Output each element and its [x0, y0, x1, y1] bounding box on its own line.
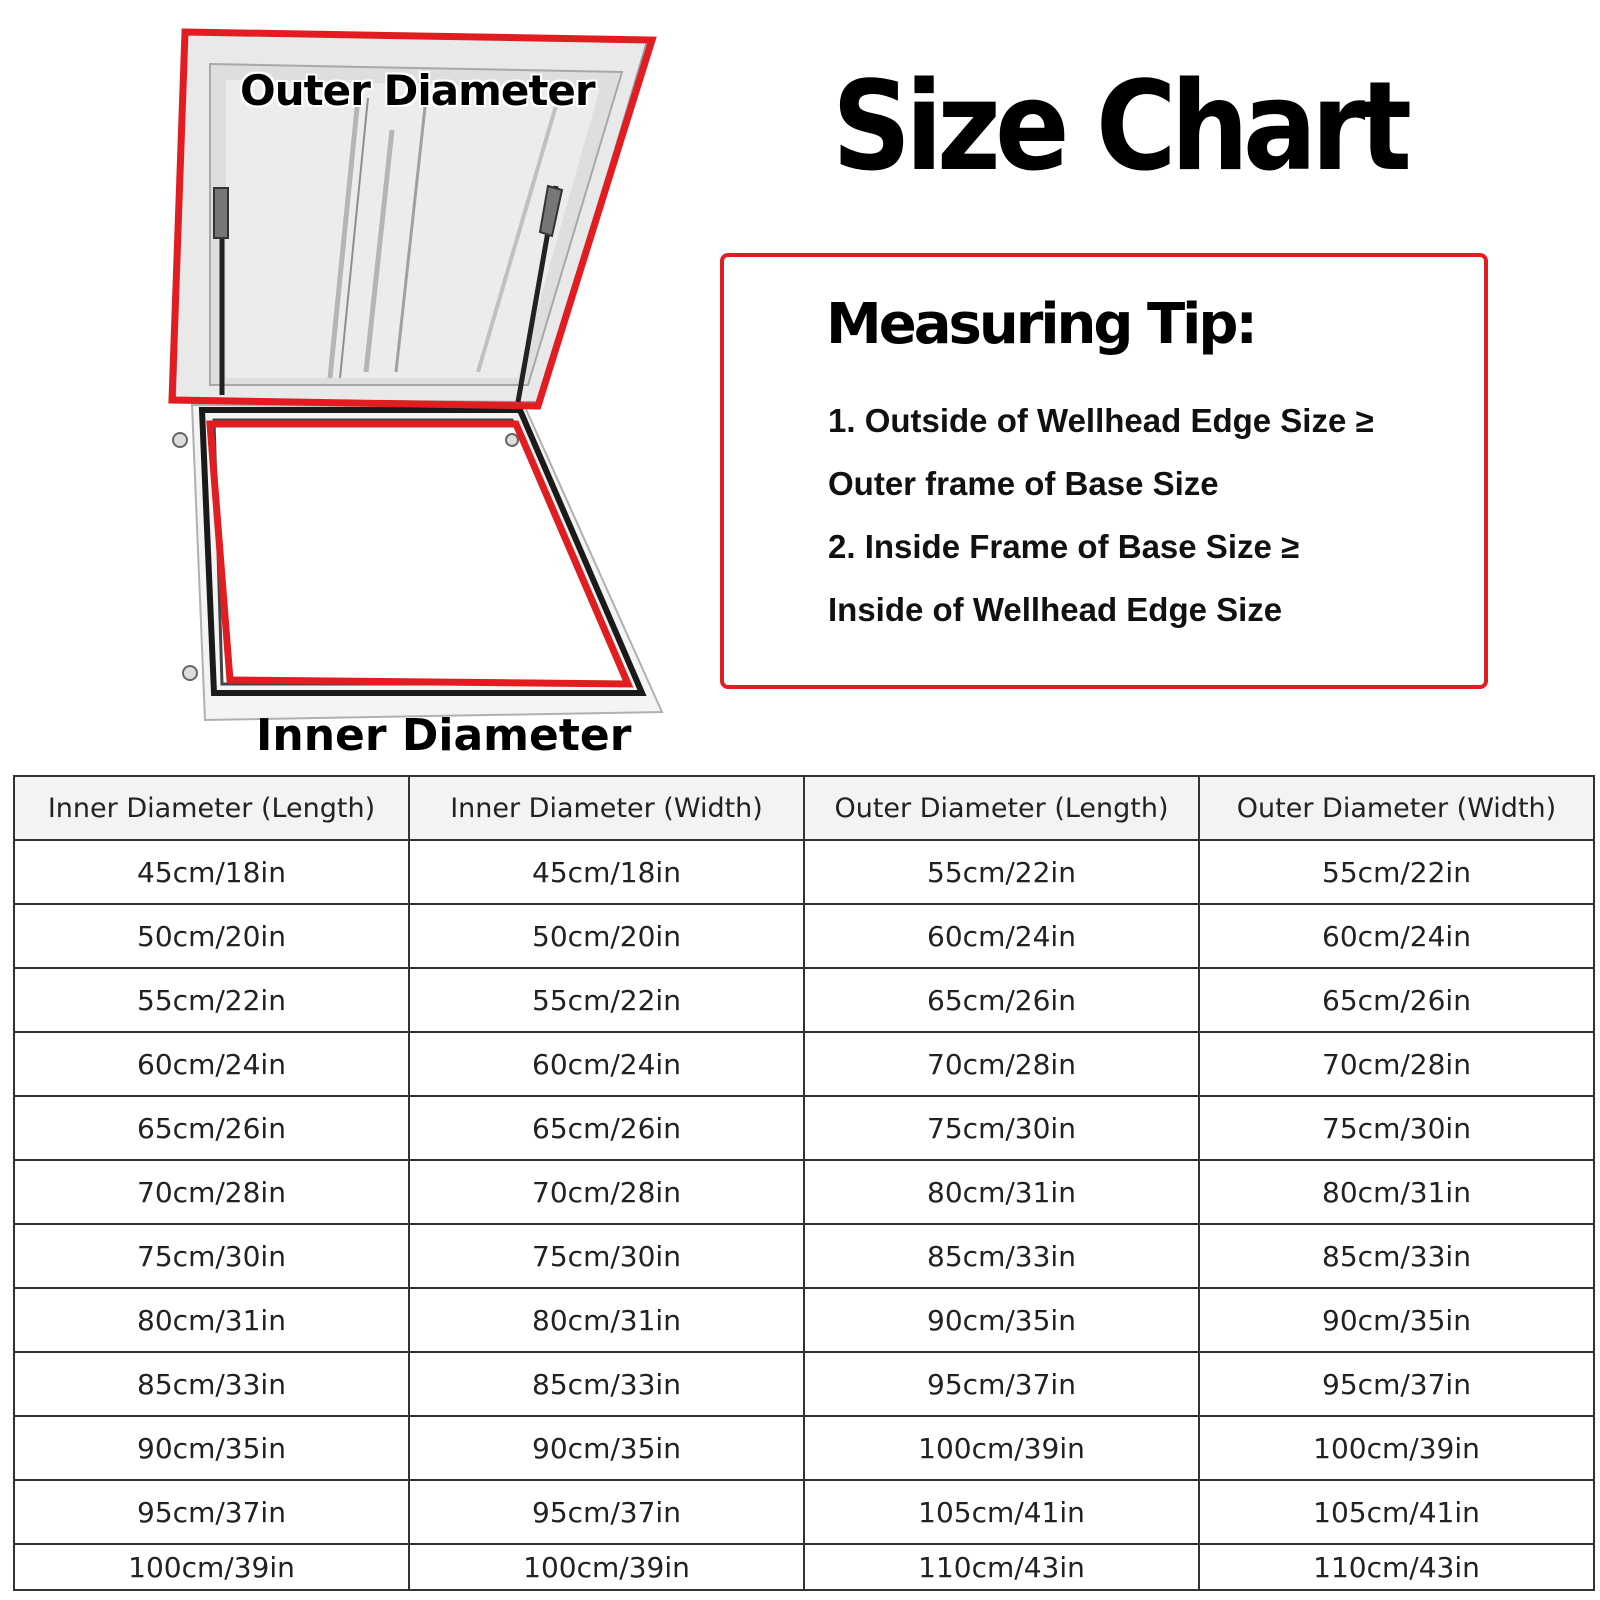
table-row	[14, 1224, 1594, 1288]
table-row	[14, 1032, 1594, 1096]
table-cell: 85cm/33in	[1199, 1224, 1594, 1288]
table-cell: 90cm/35in	[409, 1416, 804, 1480]
table-cell: 85cm/33in	[409, 1352, 804, 1416]
tip-line-1: 1. Outside of Wellhead Edge Size ≥	[828, 402, 1374, 439]
table-cell: 60cm/24in	[1199, 904, 1594, 968]
hatch-frame	[173, 405, 662, 720]
table-row	[14, 840, 1594, 904]
table-cell: 55cm/22in	[14, 968, 409, 1032]
table-cell: 60cm/24in	[409, 1032, 804, 1096]
size-table	[13, 775, 1595, 1591]
header-outer-length: Outer Diameter (Length)	[804, 776, 1199, 840]
table-cell: 90cm/35in	[14, 1416, 409, 1480]
table-cell: 95cm/37in	[804, 1352, 1199, 1416]
table-header-row	[14, 776, 1594, 840]
table-cell: 80cm/31in	[14, 1288, 409, 1352]
table-cell: 110cm/43in	[804, 1544, 1199, 1590]
table-cell: 70cm/28in	[409, 1160, 804, 1224]
table-cell: 70cm/28in	[14, 1160, 409, 1224]
table-cell: 65cm/26in	[804, 968, 1199, 1032]
table-cell: 90cm/35in	[1199, 1288, 1594, 1352]
measuring-tip-heading: Measuring Tip:	[826, 292, 1255, 357]
page-title: Size Chart	[832, 55, 1406, 199]
table-row	[14, 1416, 1594, 1480]
header-inner-width: Inner Diameter (Width)	[409, 776, 804, 840]
tip-line-2: Outer frame of Base Size	[828, 465, 1219, 502]
table-cell: 100cm/39in	[1199, 1416, 1594, 1480]
inner-diameter-label: Inner Diameter	[256, 710, 632, 761]
table-cell: 60cm/24in	[14, 1032, 409, 1096]
table-row	[14, 1480, 1594, 1544]
table-row	[14, 1160, 1594, 1224]
table-cell: 50cm/20in	[14, 904, 409, 968]
table-cell: 55cm/22in	[1199, 840, 1594, 904]
table-cell: 85cm/33in	[14, 1352, 409, 1416]
table-row	[14, 1352, 1594, 1416]
table-cell: 50cm/20in	[409, 904, 804, 968]
table-row	[14, 904, 1594, 968]
table-cell: 45cm/18in	[14, 840, 409, 904]
tip-line-3: 2. Inside Frame of Base Size ≥	[828, 528, 1300, 565]
table-cell: 95cm/37in	[409, 1480, 804, 1544]
size-table-body	[14, 840, 1594, 1590]
table-cell: 110cm/43in	[1199, 1544, 1594, 1590]
table-row	[14, 968, 1594, 1032]
table-cell: 65cm/26in	[14, 1096, 409, 1160]
table-cell: 100cm/39in	[804, 1416, 1199, 1480]
outer-diameter-label: Outer Diameter	[240, 66, 595, 115]
table-row	[14, 1544, 1594, 1590]
table-cell: 65cm/26in	[409, 1096, 804, 1160]
table-row	[14, 1288, 1594, 1352]
header-outer-width: Outer Diameter (Width)	[1199, 776, 1594, 840]
table-cell: 90cm/35in	[804, 1288, 1199, 1352]
table-cell: 105cm/41in	[1199, 1480, 1594, 1544]
table-cell: 80cm/31in	[1199, 1160, 1594, 1224]
table-cell: 55cm/22in	[804, 840, 1199, 904]
table-cell: 75cm/30in	[409, 1224, 804, 1288]
header-inner-length: Inner Diameter (Length)	[14, 776, 409, 840]
table-cell: 80cm/31in	[804, 1160, 1199, 1224]
table-row	[14, 1096, 1594, 1160]
table-cell: 85cm/33in	[804, 1224, 1199, 1288]
table-cell: 75cm/30in	[1199, 1096, 1594, 1160]
table-cell: 80cm/31in	[409, 1288, 804, 1352]
table-cell: 70cm/28in	[804, 1032, 1199, 1096]
table-cell: 100cm/39in	[409, 1544, 804, 1590]
hatch-illustration	[150, 20, 680, 740]
table-cell: 45cm/18in	[409, 840, 804, 904]
table-cell: 70cm/28in	[1199, 1032, 1594, 1096]
table-cell: 75cm/30in	[14, 1224, 409, 1288]
table-cell: 105cm/41in	[804, 1480, 1199, 1544]
table-cell: 95cm/37in	[1199, 1352, 1594, 1416]
table-cell: 95cm/37in	[14, 1480, 409, 1544]
tip-line-4: Inside of Wellhead Edge Size	[828, 591, 1283, 628]
table-cell: 65cm/26in	[1199, 968, 1594, 1032]
table-cell: 55cm/22in	[409, 968, 804, 1032]
table-cell: 60cm/24in	[804, 904, 1199, 968]
table-cell: 75cm/30in	[804, 1096, 1199, 1160]
table-cell: 100cm/39in	[14, 1544, 409, 1590]
